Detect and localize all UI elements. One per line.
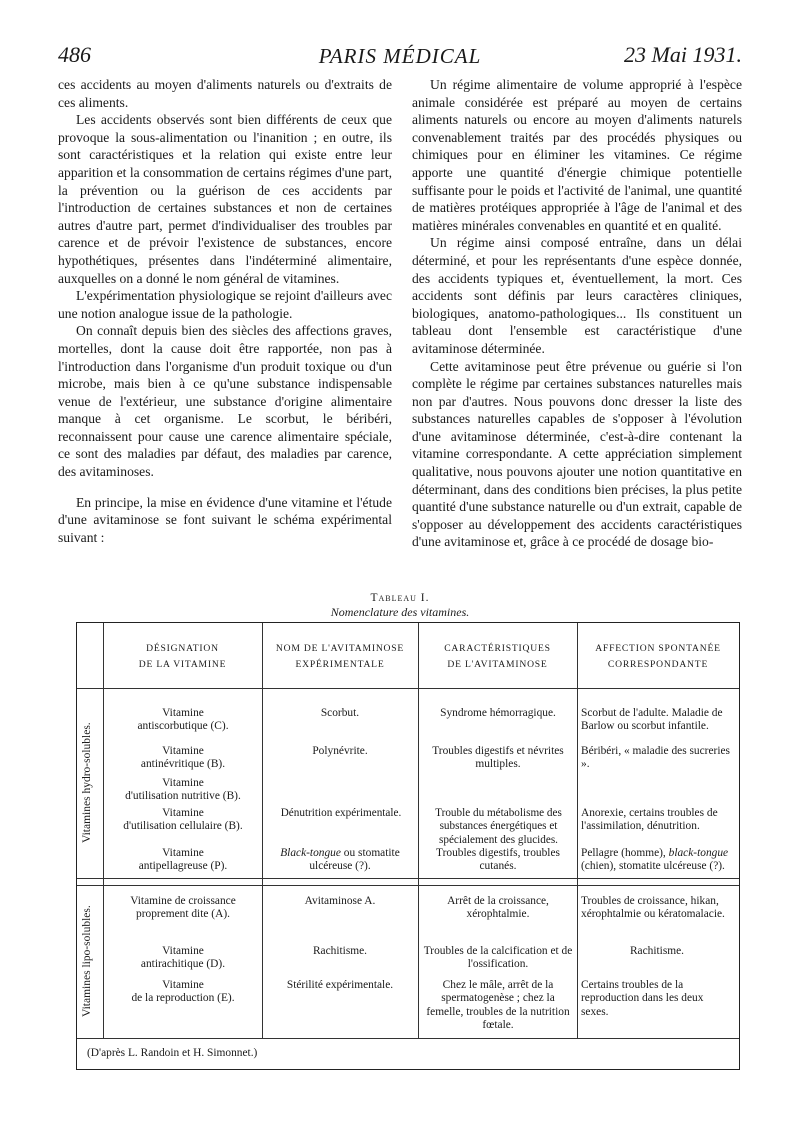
paragraph: Un régime ainsi composé entraîne, dans un délai déterminé, et pour les représentants d'une espèce donnée, des accidents typiques et, éventuellement, la mort. Ces accidents sont définis par leurs caractères cliniques, biologiques, anatomo-pathologiques... Ils constituent un tableau dont l'ensemble est caractéristique d'une avitaminose déterminée. [412,235,742,356]
table-rule [77,878,739,879]
cell-caracteristiques: Troubles de la calcification et de l'ossification. [423,945,573,971]
cell-affection: Anorexie, certains troubles de l'assimilation, dénutrition. [581,807,718,833]
header-label: CARACTÉRISTIQUES DE L'AVITAMINOSE [444,643,551,670]
header-label: AFFECTION SPONTANÉE CORRESPONDANTE [595,643,721,670]
cell-avitaminose: Stérilité expérimentale. [286,979,394,991]
cell-affection: Scorbut de l'adulte. Maladie de Barlow ou scorbut infantile. [581,707,723,733]
italic-term: black-tongue [668,847,729,859]
header-label: NOM DE L'AVITAMINOSE EXPÉRIMENTALE [275,643,405,670]
table-rule [77,885,739,886]
cell-text: Pellagre (homme), [581,847,669,859]
paragraph: Les accidents observés sont bien différents de ceux que provoque la sous-alimentation ou l'inanition ; en outre, ils sont caractéristiques et la relation qui existe entre leur apparition et la consommation de certains régimes d'une part, la prévention ou la guérison de ces accidents par l'introduction de certaines substances et non de certaines autres d'autre part, permet d'individualiser des troubles par carence et de prévoir l'existence de substances, encore hypothétiques, présentes dans l'indéterminé alimentaire, auxquelles on a donné le nom général de vitamines. [58,112,392,286]
cell-caracteristiques: Syndrome hémorragique. [440,707,556,719]
table-rule [418,623,419,1038]
cell-avitaminose: Polynévrite. [312,745,368,757]
paragraph: ces accidents au moyen d'aliments naturels ou d'extraits de ces aliments. [58,77,392,110]
paragraph: Cette avitaminose peut être prévenue ou guérie si l'on complète le régime par certaines substances naturelles mais non par d'autres. Nous pouvons donc dresser la liste des substances naturelles capables de s'opposer à l'évolution d'une avitaminose déterminée, c'est-à-dire contenant la vitamine correspondante. A cette appréciation simplement qualitative, nous pouvons ajouter une notion quantitative en déterminant, dans des conditions bien précises, la plus petite quantité d'une substance naturelle ou d'un extrait, capable de s'opposer au développement des accidents caractéristiques d'une avitaminose et, grâce à ce procédé de dosage bio- [412,358,742,550]
table-rule [262,623,263,1038]
cell-affection: Béribéri, « maladie des sucreries ». [581,745,730,771]
cell-caracteristiques: Arrêt de la croissance, xérophtalmie. [447,895,549,921]
group-lipo-solubles: Vitamines lipo-solubles. [81,905,93,1018]
cell-avitaminose: Scorbut. [320,707,360,719]
cell-affection: Troubles de croissance, hikan, xérophtalmie ou kératomalacie. [581,895,725,921]
vitamin-table [76,622,740,1070]
cell-vitamine: Vitamine d'utilisation cellulaire (B). [123,807,243,833]
journal-title: PARIS MÉDICAL [318,44,482,68]
table-rule [577,623,578,1038]
cell-caracteristiques: Chez le mâle, arrêt de la spermatogenèse ; chez la femelle, troubles de la nutrition fœtale. [426,979,570,1032]
cell-vitamine: Vitamine antirachitique (D). [140,945,226,971]
header-designation [103,641,262,673]
paragraph: On connaît depuis bien des siècles des affections graves, mortelles, dont la cause doit être rapportée, non pas à l'introduction dans l'organisme d'un produit toxique ou d'un microbe, mais bien à ce qu'une substance indispensable venue de l'extérieur, une substance d'origine alimentaire manque à cet organisme. Le scorbut, le béribéri, reconnaissent pour cause une carence alimentaire spéciale, ce sont des maladies par défaut, des maladies par carence, des avitaminoses. [58,323,392,480]
cell-caracteristiques: Troubles digestifs, troubles cutanés. [436,847,560,873]
cell-avitaminose: Avitaminose A. [304,895,376,907]
cell-vitamine: Vitamine de croissance proprement dite (A). [130,895,236,921]
issue-date: 23 Mai 1931. [624,42,742,67]
table-rule [103,623,104,1038]
table-caption [58,592,742,620]
table-footnote: (D'après L. Randoin et H. Simonnet.) [87,1047,258,1059]
paragraph: En principe, la mise en évidence d'une vitamine et l'étude d'une avitaminose se font suivant le schéma expérimental suivant : [58,494,392,545]
cell-avitaminose: Dénutrition expérimentale. [280,807,402,819]
header-caracteristiques [418,641,577,673]
cell-vitamine: Vitamine antinévritique (B). [140,745,226,771]
cell-vitamine: Vitamine de la reproduction (E). [131,979,235,1005]
page-number: 486 [58,42,91,67]
header-avitaminose [262,641,418,673]
table-subtitle: Nomenclature des vitamines. [330,605,470,619]
table-rule [77,1038,739,1039]
cell-vitamine: Vitamine antiscorbutique (C). [137,707,229,733]
cell-caracteristiques: Trouble du métabolisme des substances énergétiques et spécialement des glucides. [435,807,562,846]
cell-affection: Certains troubles de la reproduction dans les deux sexes. [581,979,704,1018]
italic-term: Black-tongue [280,847,341,859]
header-affection [577,641,739,673]
cell-avitaminose [267,847,413,874]
cell-text: (chien), stomatite ulcéreuse (?). [581,860,725,873]
table-rule [77,688,739,689]
cell-avitaminose: Rachitisme. [312,945,368,957]
cell-vitamine: Vitamine antipellagreuse (P). [138,847,228,873]
cell-vitamine: Vitamine d'utilisation nutritive (B). [125,777,241,803]
paragraph: Un régime alimentaire de volume approprié à l'espèce animale considérée est préparé au moyen de certains aliments naturels ou encore au moyen d'aliments naturels convenablement traités par des procédés physiques ou chimiques pour en éliminer les vitamines. Ce régime apporte une quantité d'énergie chimique potentielle suffisante pour le poids et l'activité de l'animal, une quantité de matières protéiques appropriée à l'âge de l'animal et des matières minérales convenables en quantité et en qualité. [412,77,742,233]
left-column [58,76,392,546]
right-column [412,76,742,551]
cell-affection: Rachitisme. [629,945,685,957]
header-label: DÉSIGNATION DE LA VITAMINE [138,643,227,670]
cell-affection [581,847,733,874]
cell-caracteristiques: Troubles digestifs et névrites multiples. [432,745,564,771]
group-hydro-solubles: Vitamines hydro-solubles. [81,722,93,844]
page-header [58,42,742,70]
paragraph: L'expérimentation physiologique se rejoint d'ailleurs avec une notion analogue issue de la pathologie. [58,288,392,321]
cell-text: ou stomatite ulcéreuse (?). [309,847,400,873]
table-title: Tableau I. [370,592,430,604]
